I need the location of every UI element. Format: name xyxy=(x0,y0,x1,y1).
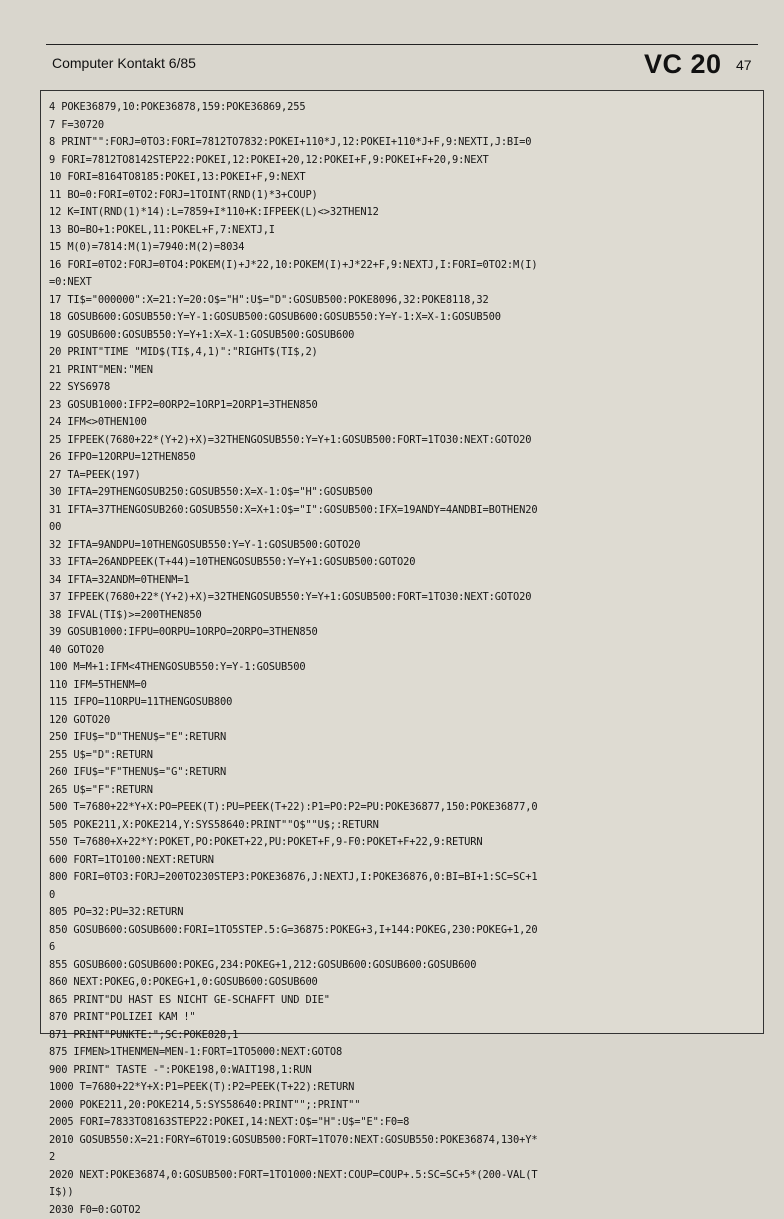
listing-line: 2000 POKE211,20:POKE214,5:SYS58640:PRINT"";:PRINT"" xyxy=(49,1097,754,1115)
listing-line: 39 GOSUB1000:IFPU=0ORPU=1ORPO=2ORPO=3THEN850 xyxy=(49,624,754,642)
listing-line: 120 GOTO20 xyxy=(49,712,754,730)
listing-line: 0 xyxy=(49,887,754,905)
listing-line: 550 T=7680+X+22*Y:POKET,PO:POKET+22,PU:POKET+F,9-F0:POKET+F+22,9:RETURN xyxy=(49,834,754,852)
listing-line: 17 TI$="000000":X=21:Y=20:O$="H":U$="D":GOSUB500:POKE8096,32:POKE8118,32 xyxy=(49,292,754,310)
listing-line: 2005 FORI=7833TO8163STEP22:POKEI,14:NEXT:O$="H":U$="E":F0=8 xyxy=(49,1114,754,1132)
listing-line: 8 PRINT"":FORJ=0TO3:FORI=7812TO7832:POKEI+110*J,12:POKEI+110*J+F,9:NEXTI,J:BI=0 xyxy=(49,134,754,152)
magazine-name: Computer Kontakt 6/85 xyxy=(52,55,196,71)
listing-line: 505 POKE211,X:POKE214,Y:SYS58640:PRINT""O$""U$;:RETURN xyxy=(49,817,754,835)
listing-line: 23 GOSUB1000:IFP2=0ORP2=1ORP1=2ORP1=3THEN850 xyxy=(49,397,754,415)
listing-line: 33 IFTA=26ANDPEEK(T+44)=10THENGOSUB550:Y=Y+1:GOSUB500:GOTO20 xyxy=(49,554,754,572)
listing-line: 16 FORI=0TO2:FORJ=0TO4:POKEM(I)+J*22,10:POKEM(I)+J*22+F,9:NEXTJ,I:FORI=0TO2:M(I) xyxy=(49,257,754,275)
listing-line: 110 IFM=5THENM=0 xyxy=(49,677,754,695)
listing-line: 265 U$="F":RETURN xyxy=(49,782,754,800)
listing-line: 860 NEXT:POKEG,0:POKEG+1,0:GOSUB600:GOSUB600 xyxy=(49,974,754,992)
listing-line: 12 K=INT(RND(1)*14):L=7859+I*110+K:IFPEEK(L)<>32THEN12 xyxy=(49,204,754,222)
listing-line: 2030 F0=0:GOTO2 xyxy=(49,1202,754,1219)
listing-line: 22 SYS6978 xyxy=(49,379,754,397)
listing-line: I$)) xyxy=(49,1184,754,1202)
page-number: 47 xyxy=(736,57,752,73)
listing-line: 7 F=30720 xyxy=(49,117,754,135)
listing-line: 4 POKE36879,10:POKE36878,159:POKE36869,255 xyxy=(49,99,754,117)
listing-line: 250 IFU$="D"THENU$="E":RETURN xyxy=(49,729,754,747)
listing-line: 2010 GOSUB550:X=21:FORY=6TO19:GOSUB500:FORT=1TO70:NEXT:GOSUB550:POKE36874,130+Y* xyxy=(49,1132,754,1150)
listing-line: 870 PRINT"POLIZEI KAM !" xyxy=(49,1009,754,1027)
listing-line: 32 IFTA=9ANDPU=10THENGOSUB550:Y=Y-1:GOSUB500:GOTO20 xyxy=(49,537,754,555)
listing-line: 2 xyxy=(49,1149,754,1167)
listing-line: 19 GOSUB600:GOSUB550:Y=Y+1:X=X-1:GOSUB500:GOSUB600 xyxy=(49,327,754,345)
listing-line: 500 T=7680+22*Y+X:PO=PEEK(T):PU=PEEK(T+22):P1=PO:P2=PU:POKE36877,150:POKE36877,0 xyxy=(49,799,754,817)
listing-line: 30 IFTA=29THENGOSUB250:GOSUB550:X=X-1:O$="H":GOSUB500 xyxy=(49,484,754,502)
listing-line: 260 IFU$="F"THENU$="G":RETURN xyxy=(49,764,754,782)
listing-line: 850 GOSUB600:GOSUB600:FORI=1TO5STEP.5:G=36875:POKEG+3,I+144:POKEG,230:POKEG+1,20 xyxy=(49,922,754,940)
listing-line: 11 BO=0:FORI=0TO2:FORJ=1TOINT(RND(1)*3+COUP) xyxy=(49,187,754,205)
listing-line: 21 PRINT"MEN:"MEN xyxy=(49,362,754,380)
listing-line: 1000 T=7680+22*Y+X:P1=PEEK(T):P2=PEEK(T+22):RETURN xyxy=(49,1079,754,1097)
listing-line: 24 IFM<>0THEN100 xyxy=(49,414,754,432)
listing-line: 18 GOSUB600:GOSUB550:Y=Y-1:GOSUB500:GOSUB600:GOSUB550:Y=Y-1:X=X-1:GOSUB500 xyxy=(49,309,754,327)
listing-line: 6 xyxy=(49,939,754,957)
listing-line: 600 FORT=1TO100:NEXT:RETURN xyxy=(49,852,754,870)
listing-line: 13 BO=BO+1:POKEL,11:POKEL+F,7:NEXTJ,I xyxy=(49,222,754,240)
listing-line: 865 PRINT"DU HAST ES NICHT GE-SCHAFFT UND DIE" xyxy=(49,992,754,1010)
program-listing-box xyxy=(40,90,764,1034)
listing-line: 2020 NEXT:POKE36874,0:GOSUB500:FORT=1TO1000:NEXT:COUP=COUP+.5:SC=SC+5*(200-VAL(T xyxy=(49,1167,754,1185)
listing-line: 10 FORI=8164TO8185:POKEI,13:POKEI+F,9:NEXT xyxy=(49,169,754,187)
listing-line: 15 M(0)=7814:M(1)=7940:M(2)=8034 xyxy=(49,239,754,257)
listing-line: 800 FORI=0TO3:FORJ=200TO230STEP3:POKE36876,J:NEXTJ,I:POKE36876,0:BI=BI+1:SC=SC+1 xyxy=(49,869,754,887)
listing-line: 40 GOTO20 xyxy=(49,642,754,660)
listing-line: 38 IFVAL(TI$)>=200THEN850 xyxy=(49,607,754,625)
listing-line: 00 xyxy=(49,519,754,537)
listing-line: 871 PRINT"PUNKTE:";SC:POKE828,1 xyxy=(49,1027,754,1045)
listing-line: 20 PRINT"TIME "MID$(TI$,4,1)":"RIGHT$(TI$,2) xyxy=(49,344,754,362)
page-header xyxy=(46,44,758,77)
listing-line: 31 IFTA=37THENGOSUB260:GOSUB550:X=X+1:O$="I":GOSUB500:IFX=19ANDY=4ANDBI=BOTHEN20 xyxy=(49,502,754,520)
listing-line: 9 FORI=7812TO8142STEP22:POKEI,12:POKEI+20,12:POKEI+F,9:POKEI+F+20,9:NEXT xyxy=(49,152,754,170)
listing-line: 26 IFPO=12ORPU=12THEN850 xyxy=(49,449,754,467)
listing-line: 805 PO=32:PU=32:RETURN xyxy=(49,904,754,922)
listing-line: 25 IFPEEK(7680+22*(Y+2)+X)=32THENGOSUB550:Y=Y+1:GOSUB500:FORT=1TO30:NEXT:GOTO20 xyxy=(49,432,754,450)
listing-line: 34 IFTA=32ANDM=0THENM=1 xyxy=(49,572,754,590)
listing-line: 875 IFMEN>1THENMEN=MEN-1:FORT=1TO5000:NEXT:GOTO8 xyxy=(49,1044,754,1062)
section-title: VC 20 xyxy=(644,49,722,80)
listing-line: 900 PRINT" TASTE -":POKE198,0:WAIT198,1:RUN xyxy=(49,1062,754,1080)
program-listing xyxy=(49,99,754,1219)
listing-line: 255 U$="D":RETURN xyxy=(49,747,754,765)
listing-line: 100 M=M+1:IFM<4THENGOSUB550:Y=Y-1:GOSUB500 xyxy=(49,659,754,677)
listing-line: 115 IFPO=11ORPU=11THENGOSUB800 xyxy=(49,694,754,712)
listing-line: 37 IFPEEK(7680+22*(Y+2)+X)=32THENGOSUB550:Y=Y+1:GOSUB500:FORT=1TO30:NEXT:GOTO20 xyxy=(49,589,754,607)
listing-line: 27 TA=PEEK(197) xyxy=(49,467,754,485)
listing-line: 855 GOSUB600:GOSUB600:POKEG,234:POKEG+1,212:GOSUB600:GOSUB600:GOSUB600 xyxy=(49,957,754,975)
listing-line: =0:NEXT xyxy=(49,274,754,292)
